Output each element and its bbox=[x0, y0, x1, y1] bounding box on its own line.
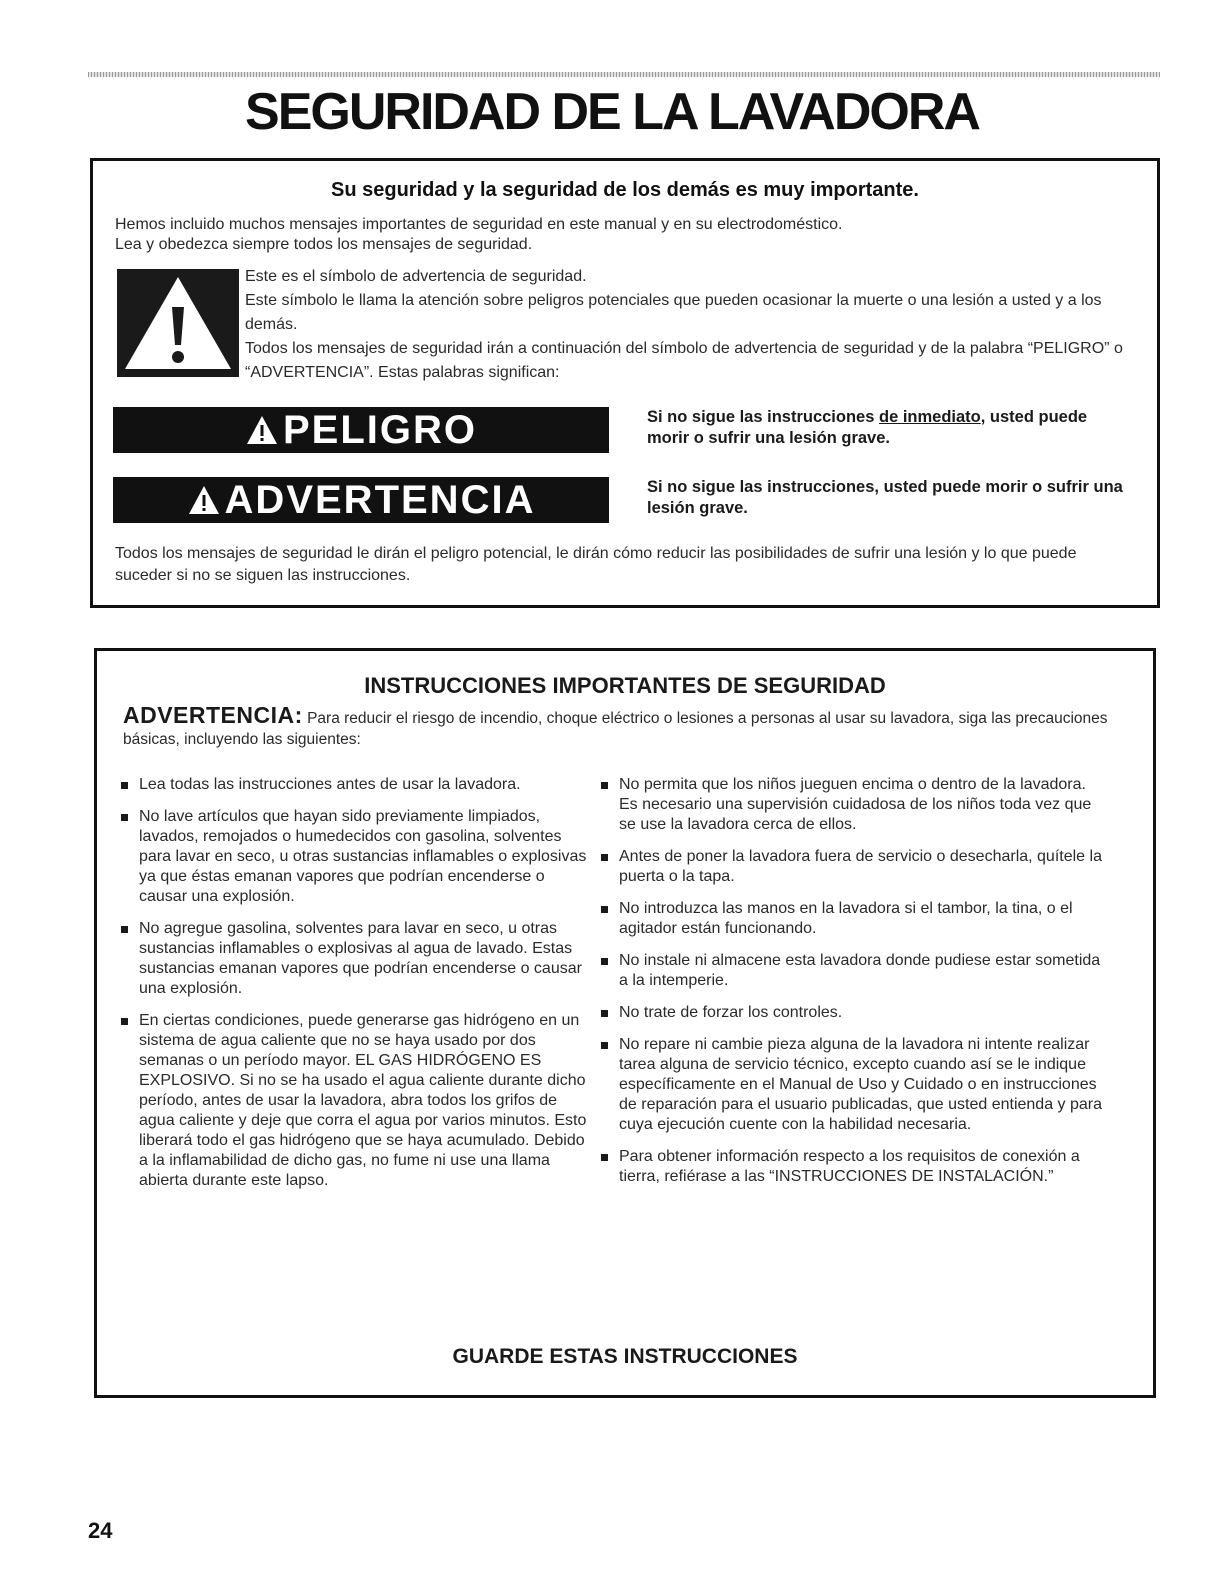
list-item bbox=[119, 775, 589, 795]
symbol-line-1: Este es el símbolo de advertencia de seguridad. bbox=[245, 268, 587, 285]
safety-intro bbox=[115, 215, 843, 255]
bullet-square-icon bbox=[121, 1018, 128, 1025]
list-item bbox=[599, 1035, 1109, 1135]
bullet-square-icon bbox=[601, 906, 608, 913]
list-item bbox=[599, 775, 1109, 835]
peligro-desc-underlined: de inmediato bbox=[878, 408, 981, 426]
list-item-text: No instale ni almacene esta lavadora donde pudiese estar sometida a la intemperie. bbox=[619, 952, 1101, 989]
bullet-square-icon bbox=[121, 926, 128, 933]
instructions-box bbox=[94, 648, 1156, 1398]
bullet-square-icon bbox=[121, 814, 128, 821]
save-instructions-label: GUARDE ESTAS INSTRUCCIONES bbox=[452, 1345, 798, 1368]
safety-alert-symbol bbox=[117, 269, 239, 377]
list-item bbox=[119, 1011, 589, 1191]
list-item bbox=[599, 899, 1109, 939]
instructions-heading: INSTRUCCIONES IMPORTANTES DE SEGURIDAD bbox=[364, 673, 886, 698]
intro-line-1: Hemos incluido muchos mensajes importantes de seguridad en este manual y en su electrodoméstico. bbox=[115, 216, 843, 233]
symbol-explanation bbox=[245, 265, 1135, 385]
list-item bbox=[599, 847, 1109, 887]
peligro-desc-part2: , usted puede morir o sufrir una lesión grave. bbox=[647, 408, 1088, 447]
list-item-text: No agregue gasolina, solventes para lavar en seco, u otras sustancias inflamables o explosivas al agua de lavado. Estas sustancias emanan vapores que podrían encenderse o causar una explosión. bbox=[139, 920, 582, 997]
list-item-text: Para obtener información respecto a los requisitos de conexión a tierra, refiérase a las “INSTRUCCIONES DE INSTALACIÓN.” bbox=[619, 1148, 1080, 1185]
list-item-text: No trate de forzar los controles. bbox=[619, 1004, 843, 1021]
page-number: 24 bbox=[88, 1518, 113, 1543]
page-title: SEGURIDAD DE LA LAVADORA bbox=[245, 83, 979, 141]
list-item bbox=[599, 1003, 1109, 1023]
instructions-left-column bbox=[119, 775, 589, 1203]
bullet-square-icon bbox=[121, 782, 128, 789]
intro-line-2: Lea y obedezca siempre todos los mensajes de seguridad. bbox=[115, 236, 533, 253]
safety-closing-text: Todos los mensajes de seguridad le dirán el peligro potencial, le dirán cómo reducir las posibilidades de sufrir una lesión y lo que puede suceder si no se siguen las instrucciones. bbox=[115, 545, 1077, 584]
peligro-desc-part1: Si no sigue las instrucciones bbox=[647, 408, 879, 426]
advertencia-description: Si no sigue las instrucciones, usted puede morir o sufrir una lesión grave. bbox=[647, 478, 1123, 517]
bullet-square-icon bbox=[601, 1042, 608, 1049]
bullet-square-icon bbox=[601, 782, 608, 789]
list-item-text: No lave artículos que hayan sido previamente limpiados, lavados, remojados o humedecidos con gasolina, solventes para lavar en seco, u otras sustancias inflamables o explosivas ya que éstas emanan vapores que podrían encenderse o causar una explosión. bbox=[139, 808, 587, 905]
warning-label: ADVERTENCIA: bbox=[123, 702, 303, 728]
symbol-line-3: Todos los mensajes de seguridad irán a continuación del símbolo de advertencia de seguridad y de la palabra “PELIGRO” o “ADVERTENCIA”. Estas palabras significan: bbox=[245, 340, 1123, 381]
advertencia-label: ADVERTENCIA bbox=[224, 477, 536, 522]
bullet-square-icon bbox=[601, 1154, 608, 1161]
warning-text: Para reducir el riesgo de incendio, choque eléctrico o lesiones a personas al usar su lavadora, siga las precauciones básicas, incluyendo las siguientes: bbox=[123, 710, 1108, 748]
symbol-line-2: Este símbolo le llama la atención sobre peligros potenciales que pueden ocasionar la muerte o una lesión a usted y a los demás. bbox=[245, 292, 1102, 333]
safety-subtitle: Su seguridad y la seguridad de los demás es muy importante. bbox=[331, 179, 919, 201]
bullet-square-icon bbox=[601, 1010, 608, 1017]
peligro-label: PELIGRO bbox=[282, 407, 478, 452]
warning-triangle-icon bbox=[117, 269, 239, 377]
list-item-text: Antes de poner la lavadora fuera de servicio o desecharla, quítele la puerta o la tapa. bbox=[619, 848, 1102, 885]
peligro-description bbox=[647, 407, 1127, 449]
instructions-warning bbox=[123, 702, 1133, 750]
peligro-signal-bar bbox=[113, 407, 609, 453]
list-item bbox=[599, 1147, 1109, 1187]
instructions-right-column bbox=[599, 775, 1109, 1199]
list-item-text: No introduzca las manos en la lavadora si el tambor, la tina, o el agitador están funcionando. bbox=[619, 900, 1073, 937]
bullet-square-icon bbox=[601, 958, 608, 965]
warning-triangle-icon bbox=[245, 414, 279, 446]
list-item-text: No permita que los niños jueguen encima o dentro de la lavadora. Es necesario una supervisión cuidadosa de los niños toda vez que se use la lavadora cerca de ellos. bbox=[619, 776, 1092, 833]
list-item bbox=[119, 807, 589, 907]
safety-box bbox=[90, 158, 1160, 608]
list-item-text: Lea todas las instrucciones antes de usar la lavadora. bbox=[139, 776, 521, 793]
top-rule bbox=[88, 72, 1160, 77]
advertencia-signal-bar bbox=[113, 477, 609, 523]
warning-triangle-icon bbox=[187, 484, 221, 516]
list-item bbox=[119, 919, 589, 999]
bullet-square-icon bbox=[601, 854, 608, 861]
list-item bbox=[599, 951, 1109, 991]
list-item-text: En ciertas condiciones, puede generarse gas hidrógeno en un sistema de agua caliente que no se haya usado por dos semanas o un período mayor. EL GAS HIDRÓGENO ES EXPLOSIVO. Si no se ha usado el agua caliente durante dicho período, antes de usar la lavadora, abra todos los grifos de agua caliente y deje que corra el agua por varios minutos. Esto liberará todo el gas hidrógeno que se haya acumulado. Debido a la inflamabilidad de dicho gas, no fume ni use una llama abierta durante este lapso. bbox=[139, 1012, 587, 1189]
list-item-text: No repare ni cambie pieza alguna de la lavadora ni intente realizar tarea alguna de servicio técnico, excepto cuando así se le indique específicamente en el Manual de Uso y Cuidado o en instrucciones de reparación para el usuario publicadas, que usted entienda y para cuya ejecución cuente con la habilidad necesaria. bbox=[619, 1036, 1102, 1133]
